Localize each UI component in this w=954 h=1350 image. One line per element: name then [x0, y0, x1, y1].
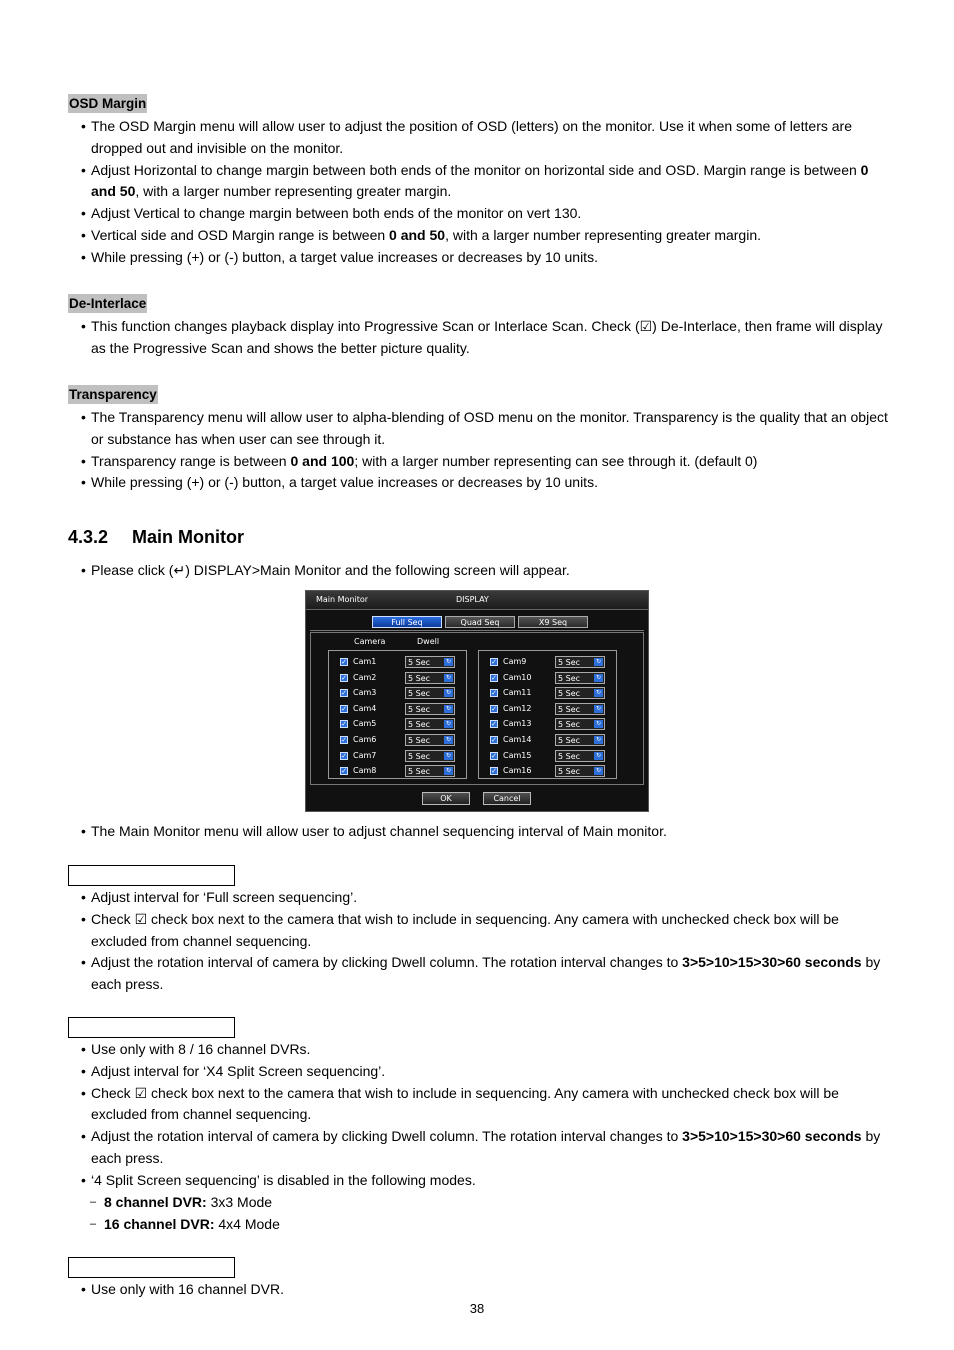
tab-x9-seq[interactable]: X9 Seq: [518, 616, 588, 628]
camera-name: Cam6: [353, 735, 377, 744]
dvr-titlebar: [306, 591, 648, 610]
dwell-select[interactable]: [405, 687, 455, 699]
dwell-select[interactable]: [555, 765, 605, 777]
dwell-value: 5 Sec: [558, 658, 581, 667]
camera-row: [479, 764, 616, 778]
camera-row: [479, 717, 616, 731]
ok-button[interactable]: OK: [422, 792, 470, 805]
dwell-select[interactable]: [555, 718, 605, 730]
camera-checkbox[interactable]: ✓: [491, 704, 497, 713]
transparency-bullets: [80, 407, 890, 494]
dvr-window-title: Main Monitor: [316, 595, 369, 604]
tab-quad-seq[interactable]: Quad Seq: [445, 616, 515, 628]
dwell-cycle-icon[interactable]: ↻: [595, 720, 602, 728]
dwell-select[interactable]: [555, 656, 605, 668]
dwell-value: 5 Sec: [558, 751, 581, 761]
dvr-menu-title: DISPLAY: [456, 595, 489, 604]
list-item: • Use only with 8 / 16 channel DVRs.: [80, 1039, 890, 1061]
camera-name: Cam11: [503, 688, 532, 698]
page-number: 38: [469, 1301, 485, 1316]
dwell-select[interactable]: [555, 687, 605, 699]
dwell-cycle-icon[interactable]: ↻: [595, 658, 602, 665]
dwell-cycle-icon[interactable]: ↻: [445, 658, 452, 665]
camera-row: [329, 749, 466, 763]
dwell-cycle-icon[interactable]: ↻: [595, 673, 602, 681]
section-title-osd-margin: OSD Margin: [69, 96, 147, 111]
camera-name: Cam10: [503, 672, 532, 682]
main-monitor-screenshot: [305, 590, 649, 812]
list-item: • Adjust the rotation interval of camera by clicking Dwell column. The rotation interval changes to 3>5>10>15>30>60 seconds by each press.: [80, 1126, 890, 1170]
camera-checkbox[interactable]: ✓: [491, 751, 497, 760]
list-item: • Adjust interval for ‘X4 Split Screen sequencing’.: [80, 1061, 890, 1083]
dwell-select[interactable]: [555, 703, 605, 715]
camera-checkbox[interactable]: ✓: [341, 767, 347, 776]
camera-panel-left: [328, 650, 467, 779]
dwell-value: 5 Sec: [408, 720, 431, 730]
camera-checkbox[interactable]: ✓: [341, 751, 347, 760]
deinterlace-bullets: [80, 316, 890, 360]
camera-row: [479, 733, 616, 747]
camera-row: [329, 733, 466, 747]
dwell-value: 5 Sec: [558, 736, 581, 745]
camera-checkbox[interactable]: ✓: [491, 767, 497, 776]
dwell-value: 5 Sec: [408, 658, 431, 667]
camera-checkbox[interactable]: ✓: [341, 658, 347, 666]
camera-row: [329, 717, 466, 731]
list-item: • Adjust Horizontal to change margin between both ends of the monitor on horizontal side and OSD. Margin range is between 0 and 50, with a larger number representing greater margin.: [80, 160, 890, 204]
list-item: • The Transparency menu will allow user to alpha-blending of OSD menu on the monitor. Transparency is the quality that an object or substance has when user can see through it.: [80, 407, 890, 451]
dwell-value: 5 Sec: [408, 736, 431, 745]
section-title-de-interlace: De-Interlace: [69, 296, 147, 311]
camera-name: Cam2: [353, 672, 377, 682]
list-item: • Please click (↵) DISPLAY>Main Monitor and the following screen will appear.: [80, 560, 890, 582]
camera-row: [479, 671, 616, 685]
camera-checkbox[interactable]: ✓: [491, 720, 497, 729]
dwell-cycle-icon[interactable]: ↻: [445, 673, 452, 681]
section-heading-main-monitor: [68, 527, 244, 548]
dwell-value: 5 Sec: [558, 673, 581, 683]
list-item: • Adjust interval for ‘Full screen sequencing’.: [80, 887, 890, 909]
camera-checkbox[interactable]: ✓: [491, 673, 497, 682]
camera-name: Cam15: [503, 750, 532, 760]
list-item: • The OSD Margin menu will allow user to adjust the position of OSD (letters) on the monitor. Use it when some of letters are dropped out and invisible on the monitor.: [80, 116, 890, 160]
dwell-cycle-icon[interactable]: ↻: [445, 767, 452, 775]
dwell-value: 5 Sec: [558, 720, 581, 730]
osd-bullets: [80, 116, 890, 269]
camera-checkbox[interactable]: ✓: [491, 658, 497, 666]
dwell-select[interactable]: [555, 734, 605, 746]
list-item: • The Main Monitor menu will allow user to adjust channel sequencing interval of Main monitor.: [80, 821, 890, 843]
dwell-cycle-icon[interactable]: ↻: [595, 736, 602, 743]
list-item: • Vertical side and OSD Margin range is between 0 and 50, with a larger number representing greater margin.: [80, 225, 890, 247]
camera-row: [479, 686, 616, 700]
quad-seq-bullets: [80, 1039, 890, 1192]
camera-row: [479, 655, 616, 669]
list-item: • Transparency range is between 0 and 100; with a larger number representing can see through it. (default 0): [80, 451, 890, 473]
dwell-cycle-icon[interactable]: ↻: [595, 767, 602, 775]
list-item: • Check ☑ check box next to the camera that wish to include in sequencing. Any camera with unchecked check box will be excluded from channel sequencing.: [80, 1083, 890, 1127]
column-header-dwell: Dwell: [417, 637, 440, 646]
camera-name: Cam14: [503, 735, 532, 744]
quad-seq-modes: [90, 1192, 280, 1236]
dwell-cycle-icon[interactable]: ↻: [595, 751, 602, 759]
camera-name: Cam5: [353, 719, 377, 729]
heading-title: Main Monitor: [132, 527, 244, 547]
list-item: • Check ☑ check box next to the camera that wish to include in sequencing. Any camera with unchecked check box will be excluded from channel sequencing.: [80, 909, 890, 953]
dwell-cycle-icon[interactable]: ↻: [445, 704, 452, 712]
list-item: • While pressing (+) or (-) button, a target value increases or decreases by 10 units.: [80, 247, 890, 269]
dwell-select[interactable]: [405, 718, 455, 730]
dwell-value: 5 Sec: [558, 704, 581, 714]
dwell-value: 5 Sec: [408, 704, 431, 714]
dwell-select[interactable]: [405, 750, 455, 762]
list-item: • Use only with 16 channel DVR.: [80, 1279, 890, 1301]
camera-row: [329, 671, 466, 685]
cancel-button[interactable]: Cancel: [483, 792, 531, 805]
camera-row: [329, 764, 466, 778]
camera-checkbox[interactable]: ✓: [341, 704, 347, 713]
camera-checkbox[interactable]: ✓: [341, 673, 347, 682]
camera-checkbox[interactable]: ✓: [491, 689, 497, 698]
camera-name: Cam9: [503, 657, 527, 666]
list-item: • ‘4 Split Screen sequencing’ is disabled in the following modes.: [80, 1170, 890, 1192]
dwell-cycle-icon[interactable]: ↻: [445, 689, 452, 697]
camera-panel-right: [478, 650, 617, 779]
dwell-select[interactable]: [405, 703, 455, 715]
tab-full-seq[interactable]: Full Seq: [372, 616, 442, 628]
camera-name: Cam3: [353, 688, 377, 698]
section-title-box-x9-seq: [68, 1257, 235, 1278]
dwell-value: 5 Sec: [558, 767, 581, 777]
dwell-cycle-icon[interactable]: ↻: [595, 689, 602, 697]
list-item: • While pressing (+) or (-) button, a target value increases or decreases by 10 units.: [80, 472, 890, 494]
camera-checkbox[interactable]: ✓: [491, 736, 497, 744]
camera-name: Cam8: [353, 766, 377, 776]
camera-name: Cam16: [503, 766, 532, 776]
column-header-camera: Camera: [354, 637, 386, 646]
section-title-box-full-seq: [68, 865, 235, 886]
heading-number: 4.3.2: [68, 527, 109, 547]
camera-name: Cam7: [353, 750, 377, 760]
camera-name: Cam4: [353, 703, 377, 713]
camera-name: Cam13: [503, 719, 532, 729]
camera-name: Cam12: [503, 703, 532, 713]
list-item: – 8 channel DVR: 3x3 Mode: [90, 1192, 280, 1214]
camera-checkbox[interactable]: ✓: [341, 720, 347, 729]
dwell-select[interactable]: [405, 765, 455, 777]
dwell-value: 5 Sec: [408, 767, 431, 777]
camera-name: Cam1: [353, 657, 377, 666]
dwell-cycle-icon[interactable]: ↻: [445, 751, 452, 759]
dwell-value: 5 Sec: [408, 673, 431, 683]
dwell-cycle-icon[interactable]: ↻: [595, 704, 602, 712]
camera-checkbox[interactable]: ✓: [341, 689, 347, 698]
dwell-select[interactable]: [405, 734, 455, 746]
camera-row: [479, 702, 616, 716]
full-seq-bullets: [80, 887, 890, 996]
dwell-select[interactable]: [405, 656, 455, 668]
camera-checkbox[interactable]: ✓: [341, 736, 347, 744]
dwell-value: 5 Sec: [558, 689, 581, 699]
list-item: • This function changes playback display into Progressive Scan or Interlace Scan. Check (☑) De-Interlace, then frame will display as the Progressive Scan and shows the better picture quality.: [80, 316, 890, 360]
dwell-select[interactable]: [555, 750, 605, 762]
camera-row: [329, 702, 466, 716]
list-item: • Adjust Vertical to change margin between both ends of the monitor on vert 130.: [80, 203, 890, 225]
camera-row: [479, 749, 616, 763]
list-item: – 16 channel DVR: 4x4 Mode: [90, 1214, 280, 1236]
intro-bullets: [80, 560, 890, 582]
list-item: • Adjust the rotation interval of camera by clicking Dwell column. The rotation interval changes to 3>5>10>15>30>60 seconds by each press.: [80, 952, 890, 996]
dwell-value: 5 Sec: [408, 751, 431, 761]
camera-row: [329, 655, 466, 669]
after-image-bullets: [80, 821, 890, 843]
section-title-box-quad-seq: [68, 1017, 235, 1038]
dwell-select[interactable]: [555, 672, 605, 684]
section-title-transparency: Transparency: [69, 387, 157, 402]
dwell-cycle-icon[interactable]: ↻: [445, 736, 452, 743]
dwell-value: 5 Sec: [408, 689, 431, 699]
dwell-cycle-icon[interactable]: ↻: [445, 720, 452, 728]
camera-row: [329, 686, 466, 700]
x9-seq-bullets: [80, 1279, 890, 1301]
dwell-select[interactable]: [405, 672, 455, 684]
dvr-tab-bar: [310, 613, 644, 631]
